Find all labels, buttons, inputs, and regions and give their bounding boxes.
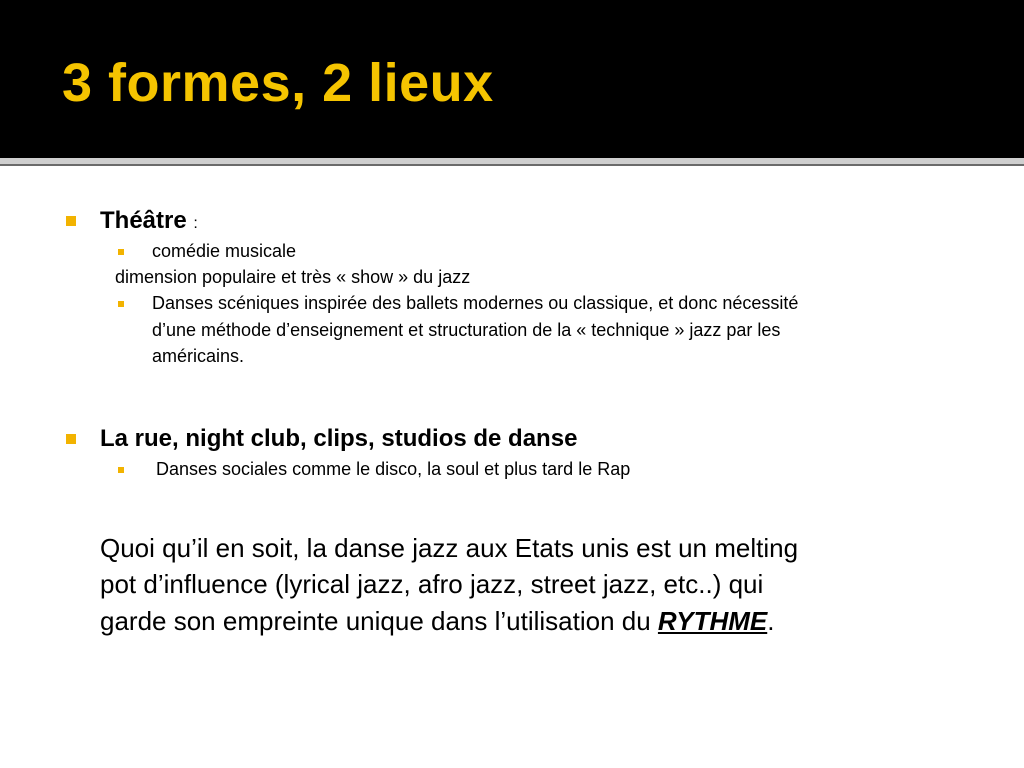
conclusion-line-2: pot d’influence (lyrical jazz, afro jazz, street jazz, etc..) qui — [100, 569, 764, 599]
note-dimension-populaire: dimension populaire et très « show » du jazz — [115, 267, 471, 287]
rythme-emphasis: RYTHME — [657, 606, 768, 636]
conclusion-period: . — [767, 606, 775, 636]
section-heading-text: Théâtre — [100, 207, 187, 234]
section-rue-heading: La rue, night club, clips, studios de danse — [100, 425, 578, 452]
bullet-danses-sceniques-line3: américains. — [152, 346, 245, 366]
bullet-comedie-musicale: comédie musicale — [152, 241, 297, 261]
sub-bullet-square-icon — [118, 301, 124, 307]
bullet-danses-sceniques-line1: Danses scéniques inspirée des ballets modernes ou classique, et donc nécessité — [152, 293, 799, 313]
conclusion-line-1: Quoi qu’il en soit, la danse jazz aux Etats unis est un melting — [100, 533, 799, 563]
conclusion-line-3 — [100, 603, 774, 639]
sub-bullet-square-icon — [118, 249, 124, 255]
bullet-danses-sceniques-line2: d’une méthode d’enseignement et structuration de la « technique » jazz par les — [152, 320, 781, 340]
slide-title: 3 formes, 2 lieux — [62, 53, 494, 113]
section-heading-colon: : — [193, 215, 198, 232]
bullet-square-icon — [66, 434, 76, 444]
conclusion-line-3-text: garde son empreinte unique dans l’utilisation du — [100, 606, 658, 636]
section-theatre-heading — [100, 207, 198, 235]
sub-bullet-square-icon — [118, 467, 124, 473]
bullet-square-icon — [66, 216, 76, 226]
bullet-danses-sociales: Danses sociales comme le disco, la soul et plus tard le Rap — [156, 459, 631, 479]
